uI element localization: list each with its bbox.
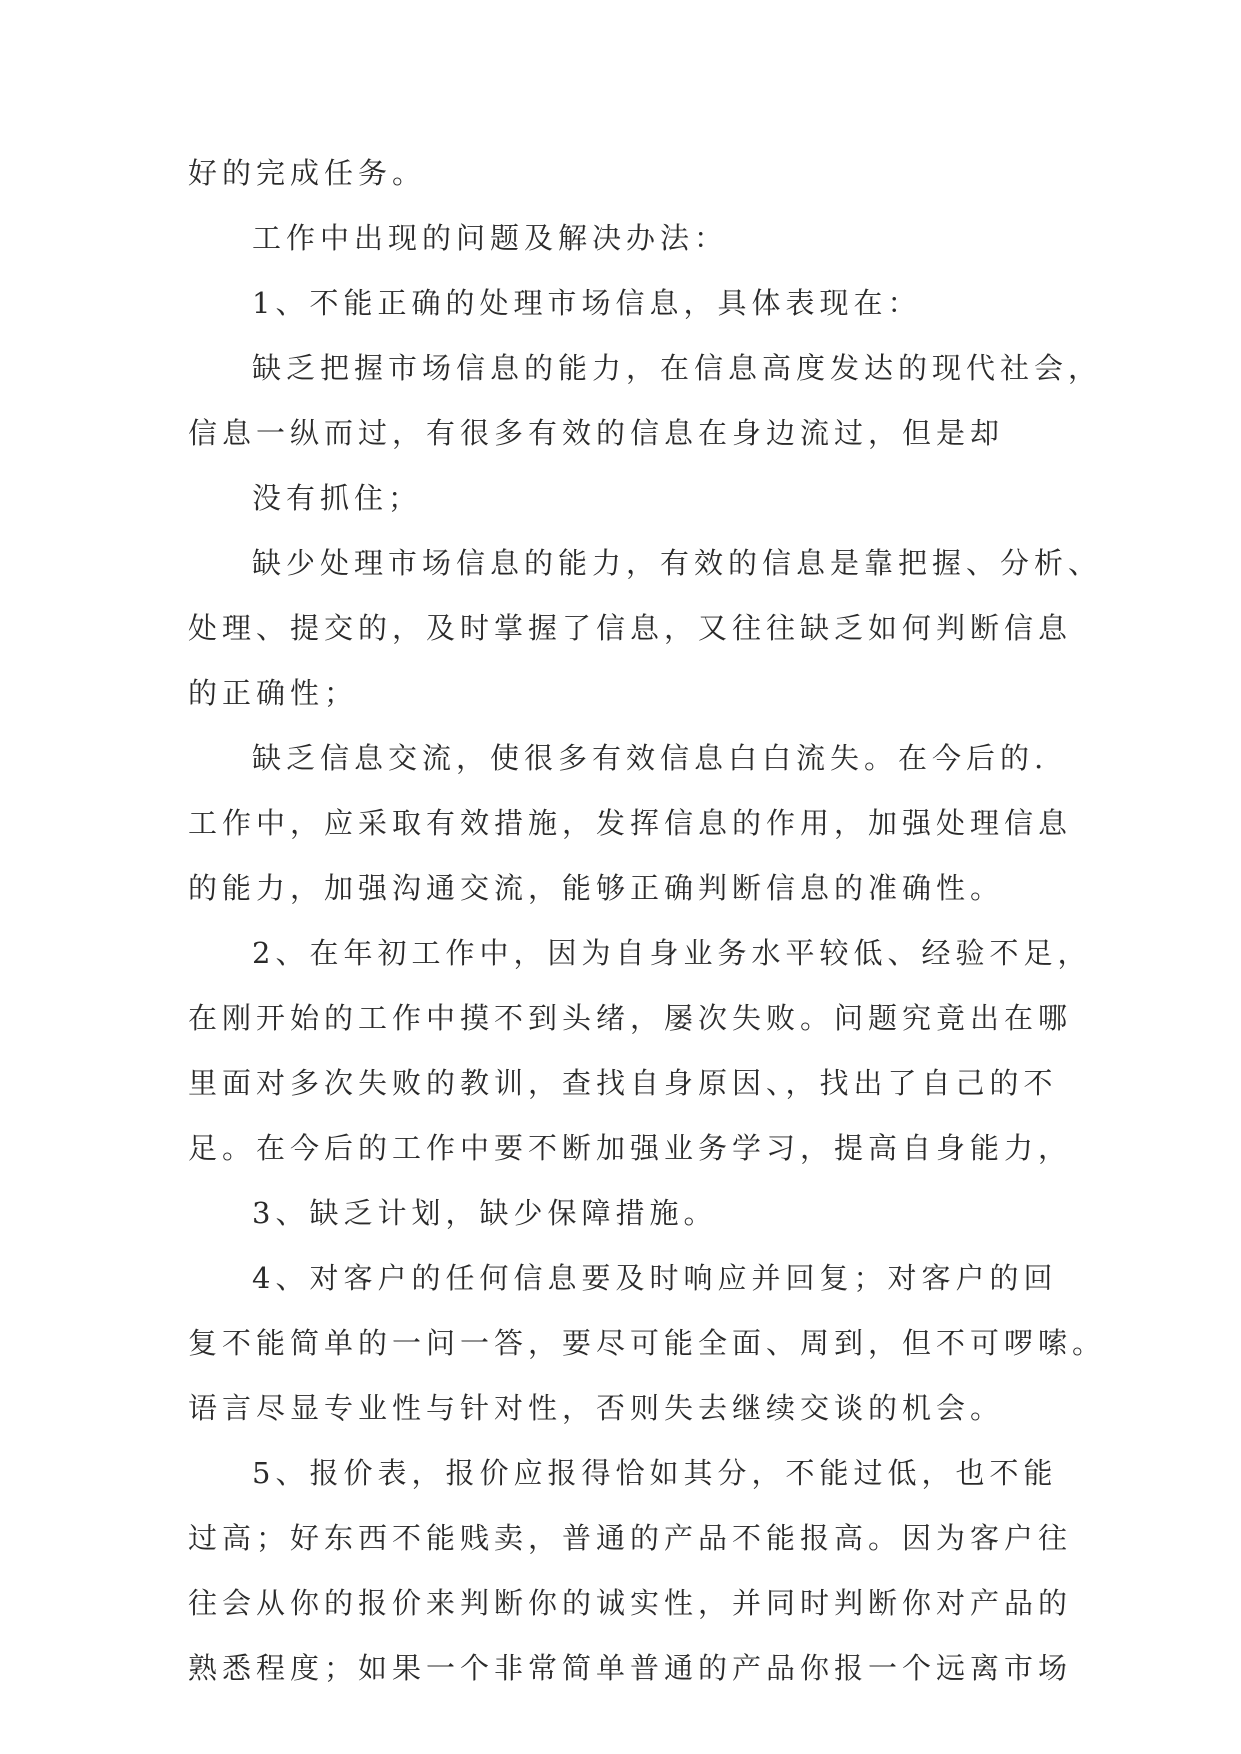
document-body bbox=[188, 141, 1107, 1701]
text-line: 里面对多次失败的教训，查找自身原因、，找出了自己的不 bbox=[188, 1066, 1058, 1100]
text-line: 缺少处理市场信息的能力，有效的信息是靠把握、分析、 bbox=[252, 546, 1103, 580]
text-line: 足。在今后的工作中要不断加强业务学习，提高自身能力， bbox=[188, 1131, 1073, 1165]
text-line: 缺乏信息交流，使很多有效信息白白流失。在今后的. bbox=[252, 741, 1049, 775]
text-line: 工作中，应采取有效措施，发挥信息的作用，加强处理信息 bbox=[188, 806, 1073, 840]
text-line: 4、对客户的任何信息要及时响应并回复；对客户的回 bbox=[252, 1261, 1058, 1295]
text-line: 5、报价表，报价应报得恰如其分，不能过低，也不能 bbox=[252, 1456, 1058, 1490]
text-line: 的能力，加强沟通交流，能够正确判断信息的准确性。 bbox=[188, 871, 1005, 905]
text-line: 没有抓住； bbox=[252, 481, 423, 515]
text-line: 1、不能正确的处理市场信息，具体表现在： bbox=[252, 286, 922, 320]
text-line: 好的完成任务。 bbox=[188, 156, 427, 190]
text-line: 语言尽显专业性与针对性，否则失去继续交谈的机会。 bbox=[188, 1391, 1005, 1425]
text-line: 缺乏把握市场信息的能力，在信息高度发达的现代社会， bbox=[252, 351, 1103, 385]
text-line: 往会从你的报价来判断你的诚实性，并同时判断你对产品的 bbox=[188, 1586, 1073, 1620]
text-line: 熟悉程度；如果一个非常简单普通的产品你报一个远离市场 bbox=[188, 1651, 1073, 1685]
text-line: 复不能简单的一问一答，要尽可能全面、周到，但不可啰嗦。 bbox=[188, 1326, 1107, 1360]
text-line: 处理、提交的，及时掌握了信息，又往往缺乏如何判断信息 bbox=[188, 611, 1073, 645]
text-line: 工作中出现的问题及解决办法： bbox=[252, 221, 729, 255]
text-line: 2、在年初工作中，因为自身业务水平较低、经验不足， bbox=[252, 936, 1092, 970]
text-line: 过高；好东西不能贱卖，普通的产品不能报高。因为客户往 bbox=[188, 1521, 1073, 1555]
text-line: 信息一纵而过，有很多有效的信息在身边流过，但是却 bbox=[188, 416, 1005, 450]
text-line: 3、缺乏计划，缺少保障措施。 bbox=[252, 1196, 718, 1230]
text-line: 在刚开始的工作中摸不到头绪，屡次失败。问题究竟出在哪 bbox=[188, 1001, 1073, 1035]
text-line: 的正确性； bbox=[188, 676, 359, 710]
